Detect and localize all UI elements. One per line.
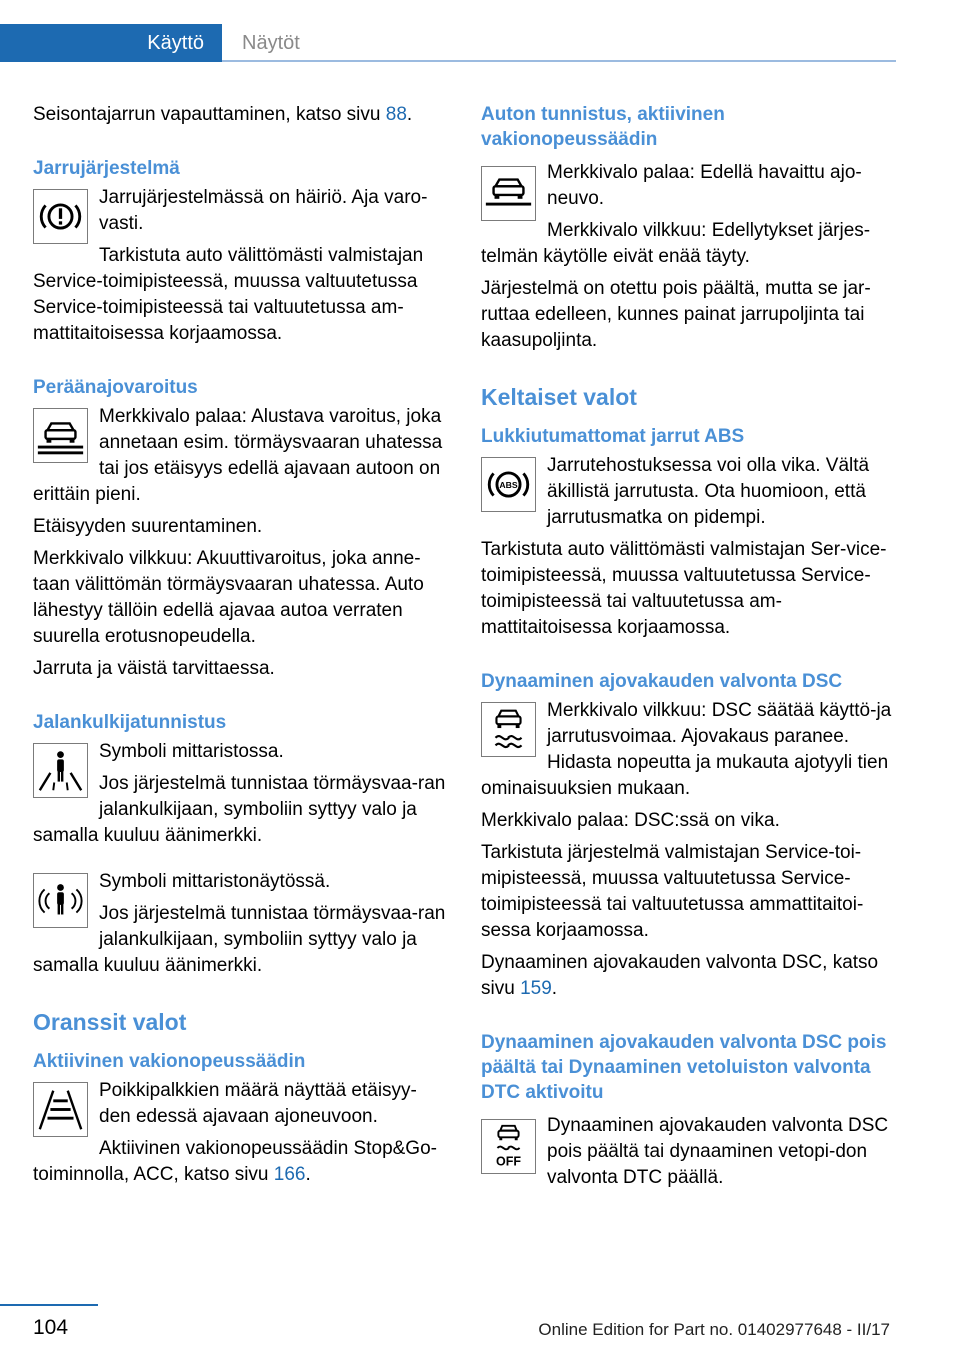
left-column — [33, 102, 447, 1194]
tab-naytot[interactable]: Näytöt — [242, 32, 300, 54]
car-detected-icon — [481, 166, 536, 221]
page-link-159[interactable]: 159 — [520, 978, 552, 999]
car-detection-text-2: Merkkivalo vilkkuu: Edellytykset järjes-telmän käytölle eivät enää täyty. — [481, 220, 871, 267]
intro-paragraph: Seisontajarrun vapauttaminen, katso sivu 88. — [33, 104, 413, 125]
car-front-warning-icon — [33, 408, 88, 463]
abs-text-1: Jarrutehostuksessa voi olla vika. Vältä äkillistä jarrutusta. Ota huomioon, että jarrutusmatka on pidempi. — [547, 455, 870, 528]
pedestrian-b-text-2: Jos järjestelmä tunnistaa törmäysvaa-ran jalankulkijaan, symboliin syttyy valo ja samalla kuuluu äänimerkki. — [33, 903, 446, 976]
page-number: 104 — [33, 1316, 69, 1339]
dsc-title: Dynaaminen ajovakauden valvonta DSC — [481, 671, 843, 692]
abs-title: Lukkiutumattomat jarrut ABS — [481, 426, 745, 447]
right-column — [481, 102, 895, 1197]
edition-label: Online Edition for Part no. 01402977648 - II/17 — [538, 1320, 890, 1339]
pedestrian-title: Jalankulkijatunnistus — [33, 712, 227, 733]
pedestrian-b-text-1: Symboli mittaristonäytössä. — [99, 871, 331, 892]
abs-text-2: Tarkistuta auto välittömästi valmistajan Ser-vice-toimipisteessä, muussa valtuutetussa Service-toimipisteessä tai valtuutetussa am-mattitaitoisessa korjaamossa. — [481, 539, 887, 638]
collision-text-2: Etäisyyden suurentaminen. — [33, 516, 263, 537]
brake-warning-icon — [33, 189, 88, 244]
footer-rule — [0, 1304, 98, 1306]
yellow-lights-heading: Keltaiset valot — [481, 384, 637, 410]
dsc-skid-icon — [481, 702, 536, 757]
abs-icon — [481, 457, 536, 512]
pedestrian-sound-icon — [33, 873, 88, 928]
acc-text-1: Poikkipalkkien määrä näyttää etäisyy-den edessä ajavaan ajoneuvoon. — [99, 1080, 417, 1127]
page-link-88[interactable]: 88 — [385, 104, 407, 125]
distance-bars-icon — [33, 1082, 88, 1137]
pedestrian-a-text-1: Symboli mittaristossa. — [99, 741, 284, 762]
dsc-text-3: Tarkistuta järjestelmä valmistajan Service-toi-mipisteessä, muussa valtuutetussa Service-toimipisteessä tai valtuutetussa ammattitaitoi-sessa korjaamossa. — [481, 842, 864, 941]
page-link-166[interactable]: 166 — [273, 1164, 306, 1185]
car-detection-text-1: Merkkivalo palaa: Edellä havaittu ajo-neuvo. — [547, 162, 862, 209]
dsc-off-icon — [481, 1119, 536, 1174]
dsc-text-2: Merkkivalo palaa: DSC:ssä on vika. — [481, 810, 780, 831]
collision-text-4: Jarruta ja väistä tarvittaessa. — [33, 658, 275, 679]
brake-system-title: Jarrujärjestelmä — [33, 158, 180, 179]
collision-text-1: Merkkivalo palaa: Alustava varoitus, joka annetaan esim. törmäysvaaran uhatessa tai jos etäisyys edellä ajavaan autoon on erittäin pieni. — [33, 406, 443, 505]
abs-icon-label: ABS — [499, 479, 518, 490]
dsc-text-1: Merkkivalo vilkkuu: DSC säätää käyttö-ja jarrutusvoimaa. Ajovakaus paranee. Hidasta nopeutta ja mukauta ajotyyli tien ominaisuuksien mukaan. — [481, 700, 892, 799]
car-detection-title: Auton tunnistus, aktiivinen vakionopeussäädin — [481, 104, 725, 150]
acc-text-2: Aktiivinen vakionopeussäädin Stop&Go-toiminnolla, ACC, katso sivu 166. — [33, 1138, 437, 1185]
pedestrian-road-icon — [33, 743, 88, 798]
tab-kaytto[interactable]: Käyttö — [0, 24, 222, 62]
collision-text-3: Merkkivalo vilkkuu: Akuuttivaroitus, joka anne-taan välittömän törmäysvaaran uhatessa. Auto lähestyy tällöin edellä ajavaa autoa verraten suurella erotusnopeudella. — [33, 548, 424, 647]
header-tabs — [0, 24, 896, 62]
pedestrian-a-text-2: Jos järjestelmä tunnistaa törmäysvaa-ran jalankulkijaan, symboliin syttyy valo ja samalla kuuluu äänimerkki. — [33, 773, 446, 846]
acc-title: Aktiivinen vakionopeussäädin — [33, 1051, 306, 1072]
header-rule — [222, 60, 896, 62]
dsc-off-text-1: Dynaaminen ajovakauden valvonta DSC pois päältä tai dynaaminen vetopi-don valvonta DTC päällä. — [547, 1115, 889, 1188]
dsc-off-title: Dynaaminen ajovakauden valvonta DSC pois päältä tai Dynaaminen vetoluiston valvonta DTC aktivoitu — [481, 1032, 887, 1103]
car-detection-text-3: Järjestelmä on otettu pois päältä, mutta se jar-ruttaa edelleen, kunnes painat jarrupoljinta tai kaasupoljinta. — [481, 278, 871, 351]
dsc-off-icon-label: OFF — [495, 1154, 522, 1169]
dsc-text-4: Dynaaminen ajovakauden valvonta DSC, katso sivu 159. — [481, 952, 879, 999]
orange-lights-heading: Oranssit valot — [33, 1009, 187, 1035]
brake-text-2: Tarkistuta auto välittömästi valmistajan Service-toimipisteessä, muussa valtuutetussa Service-toimipisteessä tai valtuutetussa am-mattitaitoisessa korjaamossa. — [33, 245, 424, 344]
brake-text-1: Jarrujärjestelmässä on häiriö. Aja varo-vasti. — [99, 187, 428, 234]
collision-warning-title: Peräänajovaroitus — [33, 377, 198, 398]
